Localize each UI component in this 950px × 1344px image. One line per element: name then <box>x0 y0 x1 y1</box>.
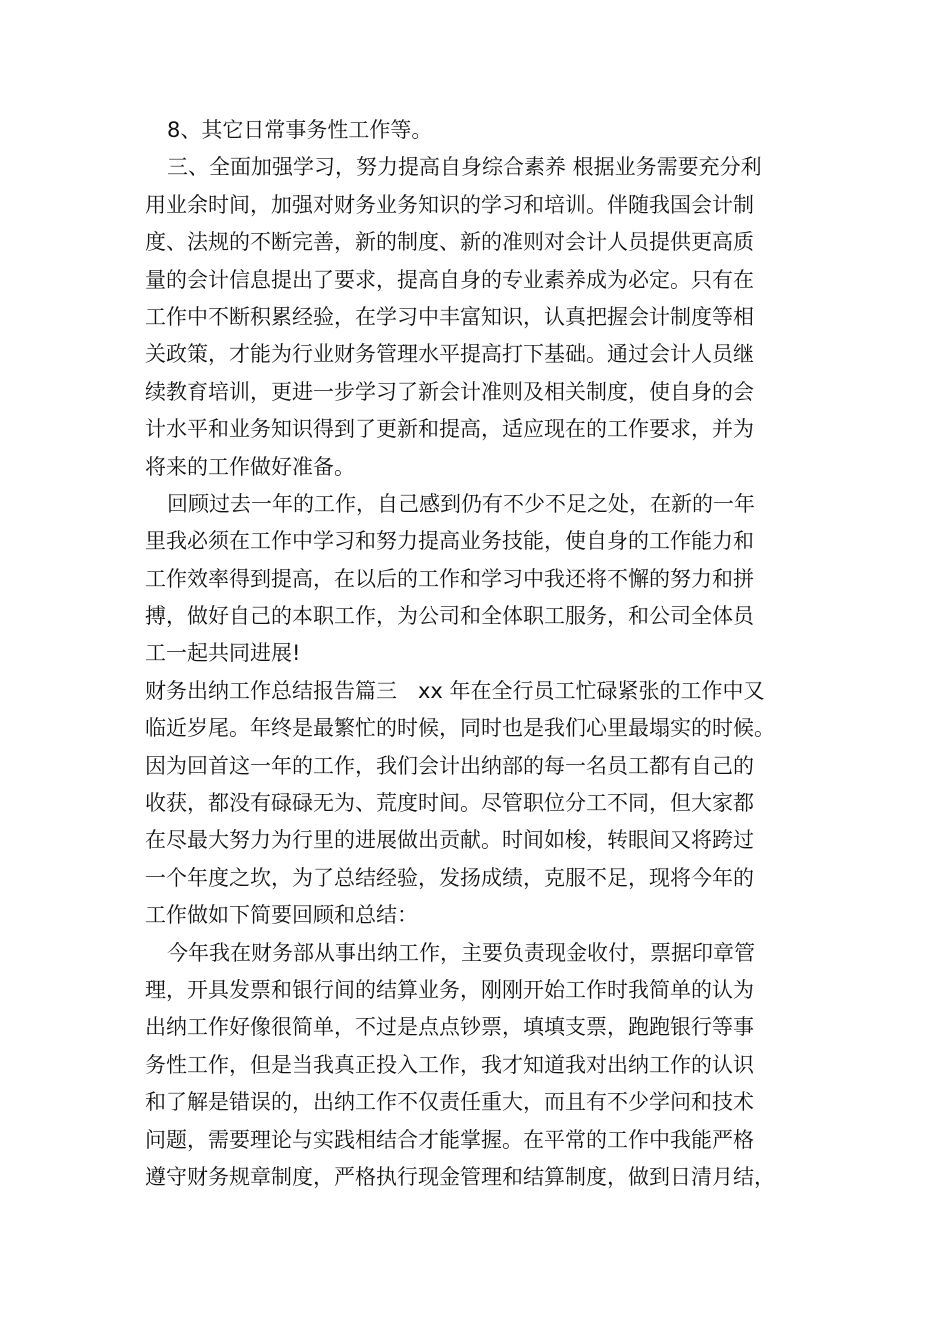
section-heading-line: 财务出纳工作总结报告篇三 xx 年在全行员工忙碌紧张的工作中又 <box>145 678 765 703</box>
text-line: 工作中不断积累经验，在学习中丰富知识，认真把握会计制度等相 <box>145 304 754 329</box>
text-line: 和了解是错误的，出纳工作不仅责任重大，而且有不少学问和技术 <box>145 1090 754 1115</box>
text-line: 务性工作，但是当我真正投入工作，我才知道我对出纳工作的认识 <box>145 1052 754 1077</box>
document-body <box>145 112 815 1196</box>
text-line: 回顾过去一年的工作，自己感到仍有不少不足之处，在新的一年 <box>167 491 755 516</box>
text-line: 里我必须在工作中学习和努力提高业务技能，使自身的工作能力和 <box>145 529 754 554</box>
text-line: 问题，需要理论与实践相结合才能掌握。在平常的工作中我能严格 <box>145 1127 754 1152</box>
text-line: 临近岁尾。年终是最繁忙的时候，同时也是我们心里最塌实的时候。 <box>145 716 775 741</box>
text-line: 8、其它日常事务性工作等。 <box>167 118 433 142</box>
text-line: 遵守财务规章制度，严格执行现金管理和结算制度，做到日清月结， <box>145 1164 775 1189</box>
text-line: 用业余时间，加强对财务业务知识的学习和培训。伴随我国会计制 <box>145 192 754 217</box>
text-line: 理，开具发票和银行间的结算业务，刚刚开始工作时我简单的认为 <box>145 977 754 1002</box>
text-line: 计水平和业务知识得到了更新和提高，适应现在的工作要求，并为 <box>145 417 754 442</box>
text-line: 度、法规的不断完善，新的制度、新的准则对会计人员提供更高质 <box>145 230 754 255</box>
text-line: 出纳工作好像很简单，不过是点点钞票，填填支票，跑跑银行等事 <box>145 1015 754 1040</box>
text-line: 因为回首这一年的工作，我们会计出纳部的每一名员工都有自己的 <box>145 753 754 778</box>
text-line: 工作效率得到提高，在以后的工作和学习中我还将不懈的努力和拼 <box>145 566 754 591</box>
text-line: 一个年度之坎，为了总结经验，发扬成绩，克服不足，现将今年的 <box>145 865 754 890</box>
text-line: 量的会计信息提出了要求，提高自身的专业素养成为必定。只有在 <box>145 267 754 292</box>
text-line: 收获，都没有碌碌无为、荒度时间。尽管职位分工不同，但大家都 <box>145 791 754 816</box>
text-line: 工作做如下简要回顾和总结： <box>145 903 418 928</box>
text-line: 续教育培训，更进一步学习了新会计准则及相关制度，使自身的会 <box>145 379 754 404</box>
text-line: 搏，做好自己的本职工作，为公司和全体职工服务，和公司全体员 <box>145 604 754 629</box>
text-line: 三、全面加强学习，努力提高自身综合素养 根据业务需要充分利 <box>167 155 762 180</box>
text-line: 将来的工作做好准备。 <box>145 454 355 479</box>
text-line: 在尽最大努力为行里的进展做出贡献。时间如梭，转眼间又将跨过 <box>145 828 754 853</box>
text-line: 今年我在财务部从事出纳工作，主要负责现金收付，票据印章管 <box>167 940 755 965</box>
text-line: 关政策，才能为行业财务管理水平提高打下基础。通过会计人员继 <box>145 342 754 367</box>
text-line: 工一起共同进展! <box>145 641 301 666</box>
